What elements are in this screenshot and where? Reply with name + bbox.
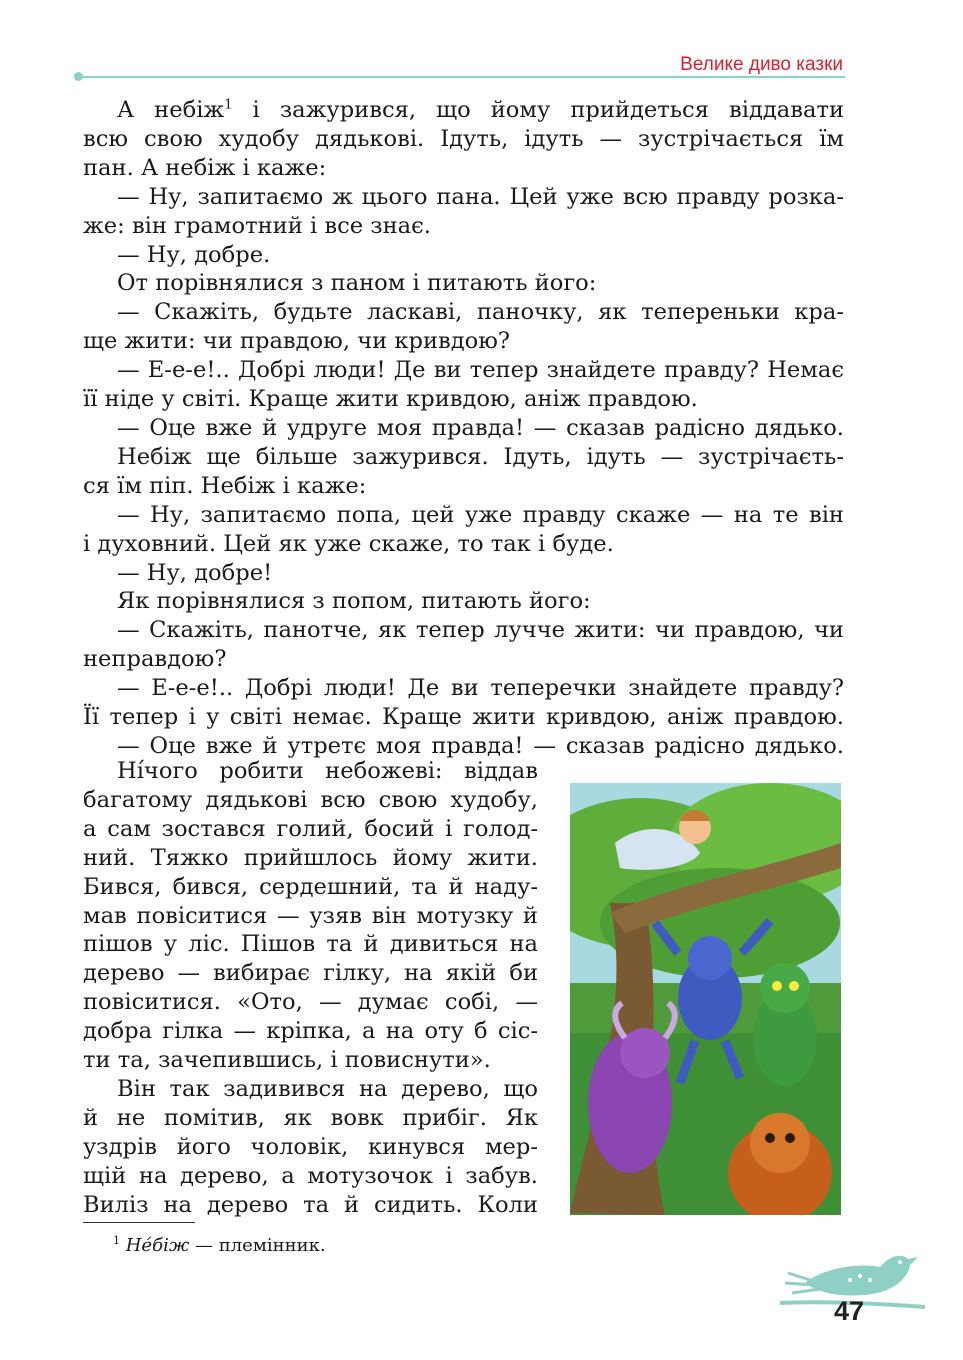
- text-line: Як порівнялися з попом, питають його:: [117, 588, 591, 615]
- text-line: багатому дядькові всю свою худобу,: [83, 786, 538, 813]
- text-line: повіситися. «Ото, — думає собі, —: [83, 989, 538, 1016]
- text-line: пішов у ліс. Пішов та й дивиться на: [83, 931, 538, 958]
- text-line: Виліз на дерево та й сидить. Коли: [83, 1191, 538, 1218]
- text-line: — Ну, добре!: [117, 559, 273, 586]
- text-line: Він так задивився на дерево, що: [117, 1075, 538, 1102]
- text-line: ся їм піп. Небіж і каже:: [83, 472, 367, 499]
- fairy-tale-illustration: [570, 783, 841, 1215]
- text-line: ти та, зачепившись, і повиснути».: [83, 1047, 491, 1074]
- text-line: щій на дерево, а мотузочок і забув.: [83, 1162, 538, 1189]
- illustration-drawing: [570, 783, 841, 1215]
- text-line: і духовний. Цей як уже скаже, то так і буде.: [83, 530, 614, 557]
- text-line: — Е-е-е!.. Добрі люди! Де ви тепер знайдете правду? Немає: [117, 357, 844, 384]
- footnote: [113, 1234, 326, 1256]
- text-line: Небіж ще більше зажурився. Ідуть, ідуть — зустрічаєть-: [117, 443, 844, 470]
- text-line: добра гілка — кріпка, а на оту б сіс-: [83, 1018, 538, 1045]
- text-line: всю свою худобу дядькові. Ідуть, ідуть — зустрічається їм: [83, 125, 844, 152]
- text-line: її ніде у світі. Краще жити кривдою, аніж правдою.: [83, 386, 698, 413]
- text-line: — Скажіть, будьте ласкаві, паночку, як тепереньки кра-: [117, 299, 844, 326]
- text-line: а сам зостався голий, босий і голод-: [83, 815, 538, 842]
- text-line: же: він грамотний і все знає.: [83, 212, 431, 239]
- header-rule: [78, 76, 845, 78]
- story-text: [83, 96, 844, 761]
- wrapped-text: [83, 757, 538, 1220]
- text-line: ний. Тяжко прийшлось йому жити.: [83, 844, 538, 871]
- footnote-marker: 1: [224, 97, 233, 113]
- text-line: — Оце вже й утретє моя правда! — сказав радісно дядько.: [117, 732, 844, 759]
- text-line: А небіж$^1$ і зажурився, що йому прийдеться віддавати: [117, 97, 844, 123]
- text-line: — Ну, запитаємо ж цього пана. Цей уже всю правду розка-: [117, 183, 844, 210]
- text-line: ще жити: чи правдою, чи кривдою?: [83, 328, 511, 355]
- footnote-rule: [83, 1222, 195, 1223]
- section-title: Велике диво казки: [680, 54, 843, 75]
- text-line: — Скажіть, панотче, як тепер лучче жити: чи правдою, чи: [117, 617, 844, 644]
- text-line: Бився, бився, сердешний, та й наду-: [83, 873, 538, 900]
- text-line: дерево — вибирає гілку, на якій би: [83, 960, 538, 987]
- footnote-term: Не́біж: [125, 1235, 190, 1256]
- text-line: неправдою?: [83, 646, 227, 673]
- page-number: 47: [834, 1296, 865, 1326]
- text-line: й не помітив, як вовк прибіг. Як: [83, 1104, 538, 1131]
- text-line: — Ну, добре.: [117, 241, 271, 268]
- text-line: — Ну, запитаємо попа, цей уже правду скаже — на те він: [117, 501, 844, 528]
- footnote-number: 1: [113, 1234, 120, 1247]
- text-line: — Е-е-е!.. Добрі люди! Де ви теперечки знайдете правду?: [117, 675, 844, 702]
- text-line: От порівнялися з паном і питають його:: [117, 270, 597, 297]
- footnote-definition: — племінник.: [189, 1235, 326, 1256]
- text-line: — Оце вже й удруге моя правда! — сказав радісно дядько.: [117, 414, 844, 441]
- text-line: мав повіситися — узяв він мотузку й: [83, 902, 538, 929]
- text-line: уздрів його чоловік, кинувся мер-: [83, 1133, 538, 1160]
- text-line: пан. А небіж і каже:: [83, 154, 327, 181]
- text-line: Її тепер і у світі немає. Краще жити кривдою, аніж правдою.: [83, 704, 844, 731]
- text-line: Ні́чого робити небожеві: віддав: [117, 758, 538, 784]
